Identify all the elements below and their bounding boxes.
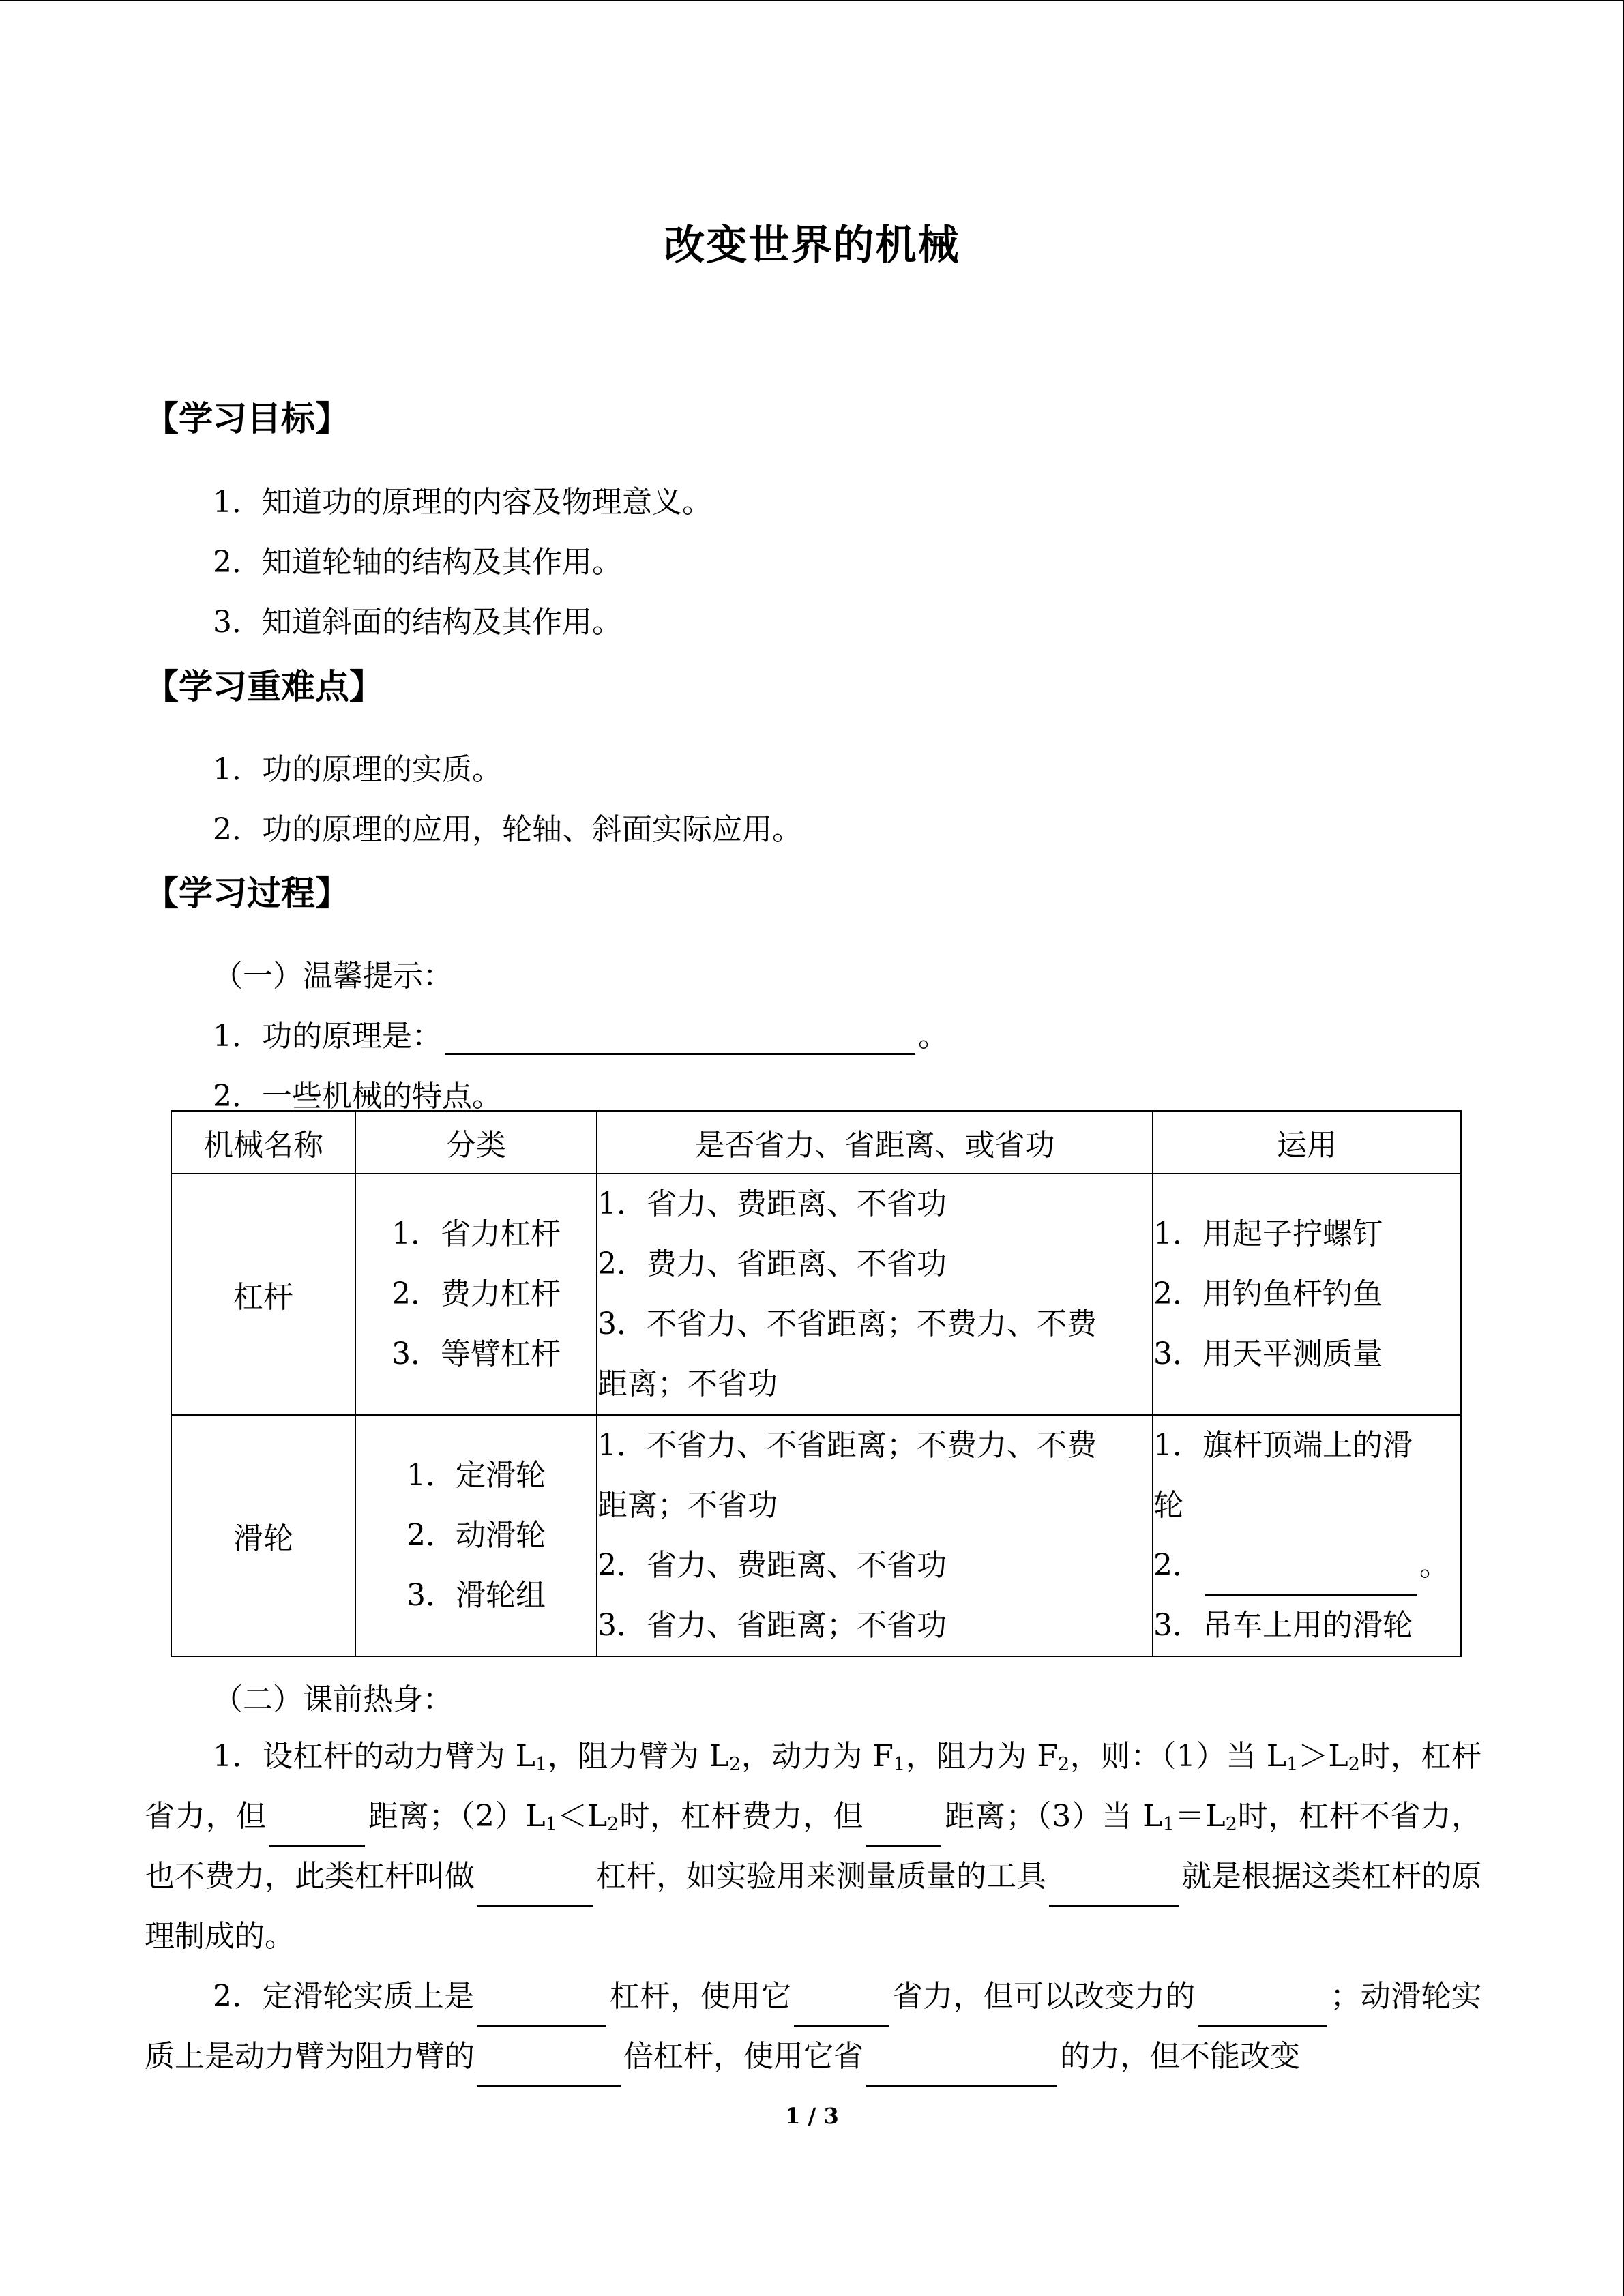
answer-blank[interactable] xyxy=(794,1993,889,2027)
q1-sub: 2 xyxy=(1057,1754,1070,1775)
page-number: 1 / 3 xyxy=(785,2103,839,2129)
q1-text: ＝L xyxy=(1174,1799,1226,1834)
q1-text: 1．设杠杆的动力臂为 L xyxy=(213,1739,535,1774)
type-item: 3．滑轮组 xyxy=(407,1578,546,1613)
q1-text: 距离；（2）L xyxy=(368,1799,546,1834)
type-item: 2．动滑轮 xyxy=(407,1518,546,1553)
feature-line: 2．省力、费距离、不省功 xyxy=(597,1548,947,1583)
goal-item: 1．知道功的原理的内容及物理意义。 xyxy=(213,485,712,520)
q1-text: 距离；（3）当 L xyxy=(944,1799,1163,1834)
q1-sub: 1 xyxy=(1286,1754,1299,1775)
answer-blank[interactable] xyxy=(866,1813,941,1847)
q2-text: 倍杠杆，使用它省 xyxy=(623,2039,863,2074)
tip-line-2: 2．一些机械的特点。 xyxy=(213,1079,502,1114)
answer-blank[interactable] xyxy=(269,1813,365,1847)
use-item: 1．用起子拧螺钉 xyxy=(1153,1217,1383,1251)
q2-text: 省力，但可以改变力的 xyxy=(892,1979,1196,2014)
features-cell xyxy=(597,1415,1153,1656)
uses-cell xyxy=(1153,1415,1461,1656)
answer-blank[interactable] xyxy=(445,1022,915,1055)
q1-text: ，阻力臂为 L xyxy=(547,1739,729,1774)
key-points-heading: 【学习重难点】 xyxy=(145,667,383,706)
q1-text: 就是根据这类杠杆的原理制成的。 xyxy=(145,1859,1481,1954)
use-item: 轮 xyxy=(1153,1488,1183,1523)
warmup-question-2 xyxy=(145,1967,1481,2087)
use-item-suffix: 。 xyxy=(1419,1548,1449,1583)
answer-blank[interactable] xyxy=(477,1993,606,2027)
q2-text: 2．定滑轮实质上是 xyxy=(213,1979,475,2014)
feature-line: 2．费力、省距离、不省功 xyxy=(597,1247,947,1281)
tip1-suffix: 。 xyxy=(918,1019,948,1054)
use-item-number: 2． xyxy=(1153,1548,1202,1583)
goal-item: 3．知道斜面的结构及其作用。 xyxy=(213,605,622,640)
type-item: 1．省力杠杆 xyxy=(392,1217,561,1251)
warmup-title: （二）课前热身： xyxy=(213,1682,453,1717)
feature-line: 1．省力、费距离、不省功 xyxy=(597,1187,947,1221)
key-point-item: 1．功的原理的实质。 xyxy=(213,752,502,787)
q1-sub: 2 xyxy=(1225,1814,1237,1835)
header-cell: 是否省力、省距离、或省功 xyxy=(597,1111,1153,1174)
uses-cell xyxy=(1153,1174,1461,1415)
q1-sub: 1 xyxy=(893,1754,906,1775)
types-cell xyxy=(355,1174,597,1415)
q1-text: ，阻力为 F xyxy=(905,1739,1058,1774)
answer-blank[interactable] xyxy=(477,1873,593,1907)
types-cell xyxy=(355,1415,597,1656)
type-item: 3．等臂杠杆 xyxy=(392,1337,561,1371)
table-row xyxy=(171,1415,1461,1656)
use-item-blank-line xyxy=(1153,1536,1460,1596)
q1-sub: 2 xyxy=(1348,1754,1360,1775)
goals-heading: 【学习目标】 xyxy=(145,399,349,438)
features-cell xyxy=(597,1174,1153,1415)
answer-blank[interactable] xyxy=(866,2053,1057,2087)
use-item: 1．旗杆顶端上的滑 xyxy=(1153,1428,1413,1463)
answer-blank[interactable] xyxy=(477,2053,621,2087)
use-item: 3．吊车上用的滑轮 xyxy=(1153,1608,1413,1643)
header-cell: 分类 xyxy=(355,1111,597,1174)
table-row xyxy=(171,1174,1461,1415)
tip-line-1 xyxy=(213,1011,948,1055)
table-header-row xyxy=(171,1111,1461,1174)
q1-text: ，则：（1）当 L xyxy=(1069,1739,1287,1774)
tips-title: （一）温馨提示： xyxy=(213,959,453,994)
machine-table xyxy=(171,1110,1462,1657)
q1-sub: 1 xyxy=(1162,1814,1175,1835)
machine-name-cell: 杠杆 xyxy=(171,1174,355,1415)
feature-line: 距离；不省功 xyxy=(597,1488,778,1523)
q2-text: 杠杆，使用它 xyxy=(609,1979,792,2014)
q1-text: 时，杠杆不省力，也不费力，此类杠杆叫做 xyxy=(145,1799,1482,1894)
answer-blank[interactable] xyxy=(1049,1873,1179,1907)
process-heading: 【学习过程】 xyxy=(145,874,349,913)
q1-text: ＞L xyxy=(1298,1739,1348,1774)
q2-text: ；动滑轮实质上是动力臂为阻力臂的 xyxy=(145,1979,1482,2074)
answer-blank[interactable] xyxy=(1205,1562,1417,1596)
page-title: 改变世界的机械 xyxy=(664,222,960,269)
q1-text: 时，杠杆省力，但 xyxy=(145,1739,1482,1834)
goal-item: 2．知道轮轴的结构及其作用。 xyxy=(213,545,622,580)
use-item: 2．用钓鱼杆钓鱼 xyxy=(1153,1277,1383,1311)
feature-line: 距离；不省功 xyxy=(597,1367,778,1401)
q2-text: 的力，但不能改变 xyxy=(1060,2039,1300,2074)
q1-sub: 1 xyxy=(545,1814,557,1835)
q1-sub: 2 xyxy=(728,1754,741,1775)
type-item: 2．费力杠杆 xyxy=(392,1277,561,1311)
header-cell: 运用 xyxy=(1153,1111,1461,1174)
header-cell: 机械名称 xyxy=(171,1111,355,1174)
type-item: 1．定滑轮 xyxy=(407,1458,546,1493)
warmup-question-1 xyxy=(145,1727,1481,1967)
key-point-item: 2．功的原理的应用，轮轴、斜面实际应用。 xyxy=(213,812,802,847)
q1-text: ，动力为 F xyxy=(741,1739,894,1774)
q1-sub: 2 xyxy=(607,1814,619,1835)
answer-blank[interactable] xyxy=(1198,1993,1327,2027)
feature-line: 3．不省力、不省距离；不费力、不费 xyxy=(597,1307,1097,1341)
q1-sub: 1 xyxy=(535,1754,548,1775)
q1-text: ＜L xyxy=(557,1799,608,1834)
machine-name-cell: 滑轮 xyxy=(171,1415,355,1656)
feature-line: 1．不省力、不省距离；不费力、不费 xyxy=(597,1428,1097,1463)
feature-line: 3．省力、省距离；不省功 xyxy=(597,1608,947,1643)
q1-text: 时，杠杆费力，但 xyxy=(619,1799,864,1834)
tip1-prefix: 1．功的原理是： xyxy=(213,1019,442,1054)
use-item: 3．用天平测质量 xyxy=(1153,1337,1383,1371)
q1-text: 杠杆，如实验用来测量质量的工具 xyxy=(596,1859,1046,1894)
